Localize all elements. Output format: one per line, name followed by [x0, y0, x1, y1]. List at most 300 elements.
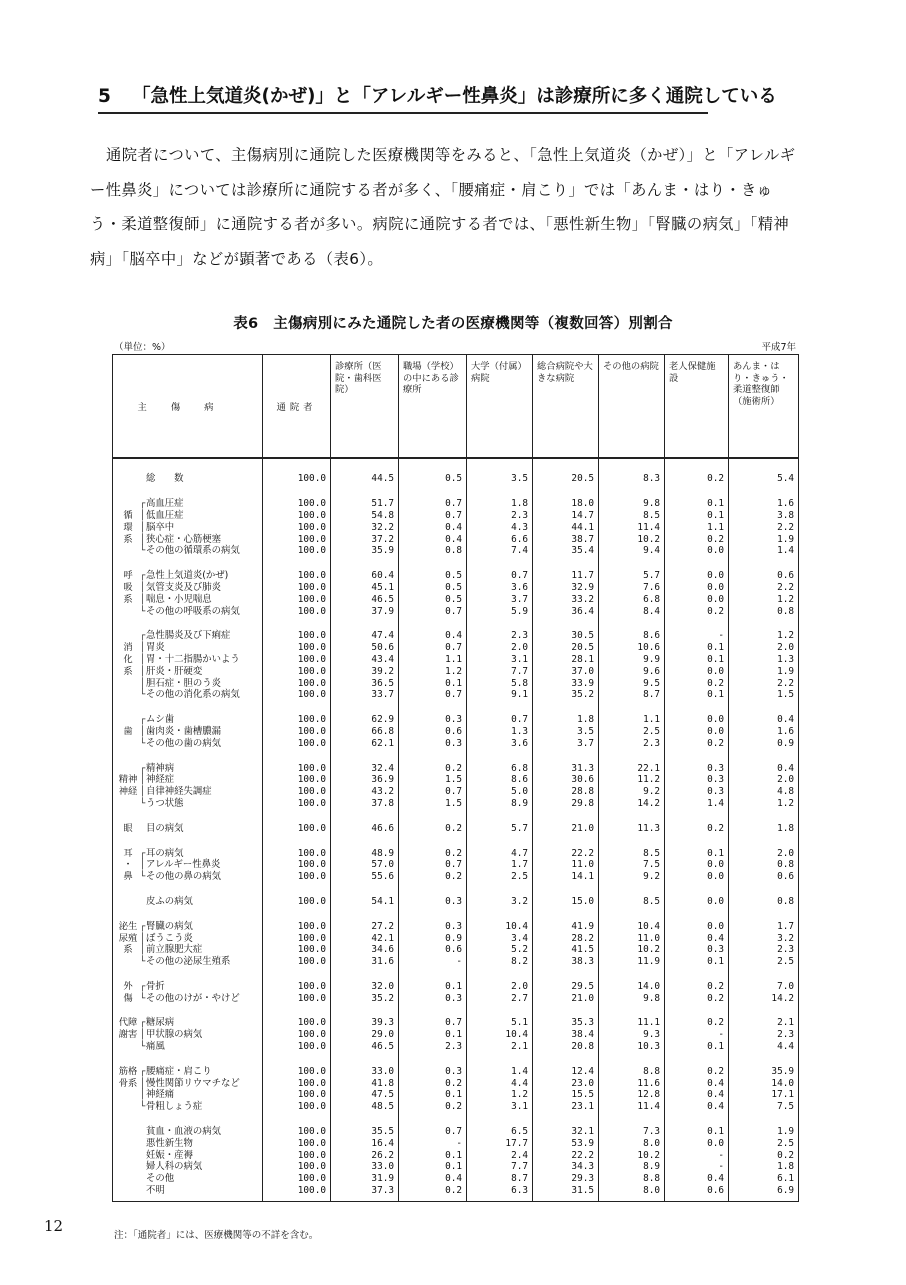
- row-label-cell: [113, 582, 263, 594]
- row-label: 神経症: [146, 774, 175, 786]
- row-label: 骨粗しょう症: [146, 1101, 203, 1113]
- row-label-cell: [113, 1137, 263, 1149]
- value-cell: 8.7: [467, 1173, 533, 1185]
- row-label-cell: [113, 992, 263, 1004]
- row-label: その他の呼吸系の病気: [146, 605, 240, 617]
- value-cell: 100.0: [263, 871, 331, 883]
- spacer-cell: [331, 968, 399, 981]
- value-cell: 39.2: [331, 665, 399, 677]
- value-cell: 0.1: [665, 1126, 729, 1138]
- row-label-cell: [113, 677, 263, 689]
- value-cell: 100.0: [263, 1185, 331, 1202]
- value-cell: 17.1: [729, 1089, 799, 1101]
- value-cell: 2.0: [467, 981, 533, 993]
- value-cell: 0.4: [399, 521, 467, 533]
- value-cell: 10.2: [599, 533, 665, 545]
- value-cell: 11.9: [599, 956, 665, 968]
- value-cell: 42.1: [331, 932, 399, 944]
- value-cell: 0.6: [729, 871, 799, 883]
- value-cell: 14.2: [729, 992, 799, 1004]
- row-group-label: 骨系: [118, 1077, 138, 1089]
- spacer-cell: [665, 883, 729, 896]
- value-cell: 8.8: [599, 1173, 665, 1185]
- value-cell: 0.1: [665, 1041, 729, 1053]
- value-cell: 32.1: [533, 1126, 599, 1138]
- value-cell: 45.1: [331, 582, 399, 594]
- table-row: [113, 1161, 799, 1173]
- value-cell: 0.4: [665, 932, 729, 944]
- spacer-cell: [467, 1004, 533, 1017]
- value-cell: 48.5: [331, 1101, 399, 1113]
- spacer-cell: [599, 883, 665, 896]
- value-cell: 0.9: [729, 737, 799, 749]
- value-cell: 2.5: [729, 956, 799, 968]
- value-cell: -: [399, 956, 467, 968]
- spacer-cell: [533, 907, 599, 920]
- table-row: [113, 1137, 799, 1149]
- row-label-cell: [113, 920, 263, 932]
- value-cell: 0.5: [399, 582, 467, 594]
- row-label: 急性上気道炎(かぜ): [146, 570, 229, 582]
- spacer-cell: [263, 557, 331, 570]
- spacer-cell: [331, 485, 399, 498]
- value-cell: 2.3: [729, 944, 799, 956]
- table-row: [113, 774, 799, 786]
- spacer-cell: [665, 701, 729, 714]
- value-cell: 2.4: [467, 1149, 533, 1161]
- row-group-label: 眼: [123, 822, 133, 834]
- table-row: [113, 1173, 799, 1185]
- row-group-label: 神経: [118, 786, 138, 798]
- table-row: [113, 665, 799, 677]
- value-cell: 0.4: [665, 1101, 729, 1113]
- value-cell: 2.2: [729, 677, 799, 689]
- spacer-cell: [331, 749, 399, 762]
- spacer-cell: [467, 557, 533, 570]
- value-cell: 2.3: [729, 1029, 799, 1041]
- value-cell: 0.1: [665, 956, 729, 968]
- bracket-glyph: │: [139, 774, 146, 786]
- value-cell: 39.3: [331, 1017, 399, 1029]
- row-label: 胆石症・胆のう炎: [146, 677, 222, 689]
- value-cell: 1.4: [665, 798, 729, 810]
- spacer-row: [113, 701, 799, 714]
- value-cell: 0.1: [399, 1029, 467, 1041]
- value-cell: 33.7: [331, 689, 399, 701]
- value-cell: 11.4: [599, 521, 665, 533]
- spacer-cell: [729, 809, 799, 822]
- value-cell: 8.5: [599, 510, 665, 522]
- row-label: 狭心症・心筋梗塞: [146, 533, 222, 545]
- table-body: [113, 458, 799, 1201]
- value-cell: 1.8: [729, 1161, 799, 1173]
- value-cell: 100.0: [263, 859, 331, 871]
- value-cell: 2.3: [599, 737, 665, 749]
- value-cell: 100.0: [263, 1089, 331, 1101]
- value-cell: 4.7: [467, 847, 533, 859]
- spacer-cell: [533, 749, 599, 762]
- value-cell: 0.0: [665, 871, 729, 883]
- row-group-label: 代障: [118, 1017, 138, 1029]
- value-cell: 0.2: [665, 1017, 729, 1029]
- spacer-cell: [533, 834, 599, 847]
- row-label: 総 数: [146, 473, 184, 485]
- row-label-cell: [113, 859, 263, 871]
- value-cell: 36.4: [533, 605, 599, 617]
- row-label: その他の泌尿生殖系: [146, 956, 231, 968]
- value-cell: 36.5: [331, 677, 399, 689]
- value-cell: 100.0: [263, 630, 331, 642]
- row-label-cell: [113, 654, 263, 666]
- spacer-cell: [263, 749, 331, 762]
- row-label: 糖尿病: [146, 1017, 175, 1029]
- value-cell: 8.6: [467, 774, 533, 786]
- row-group-label: 呼: [123, 570, 133, 582]
- spacer-cell: [263, 617, 331, 630]
- spacer-cell: [467, 907, 533, 920]
- value-cell: 100.0: [263, 570, 331, 582]
- value-cell: 60.4: [331, 570, 399, 582]
- spacer-cell: [331, 883, 399, 896]
- bracket-glyph: └: [139, 992, 146, 1004]
- value-cell: -: [399, 1137, 467, 1149]
- spacer-cell: [467, 834, 533, 847]
- row-label: 腰痛症・肩こり: [146, 1065, 212, 1077]
- value-cell: 30.5: [533, 630, 599, 642]
- value-cell: 28.8: [533, 786, 599, 798]
- value-cell: 38.4: [533, 1029, 599, 1041]
- bracket-glyph: └: [139, 797, 146, 809]
- value-cell: 0.1: [399, 981, 467, 993]
- value-cell: 8.3: [599, 458, 665, 485]
- value-cell: 9.5: [599, 677, 665, 689]
- value-cell: 66.8: [331, 726, 399, 738]
- value-cell: 1.2: [467, 1089, 533, 1101]
- table-row: [113, 1029, 799, 1041]
- value-cell: 100.0: [263, 798, 331, 810]
- value-cell: 0.2: [399, 1185, 467, 1202]
- value-cell: 0.7: [399, 786, 467, 798]
- value-cell: 1.3: [729, 654, 799, 666]
- value-cell: 0.0: [665, 593, 729, 605]
- spacer-cell: [665, 557, 729, 570]
- table-row: [113, 582, 799, 594]
- value-cell: 0.3: [399, 920, 467, 932]
- value-cell: 21.0: [533, 992, 599, 1004]
- value-cell: 0.2: [729, 1149, 799, 1161]
- spacer-cell: [467, 1113, 533, 1126]
- spacer-cell: [729, 907, 799, 920]
- spacer-cell: [665, 749, 729, 762]
- row-group-label: 循: [123, 509, 133, 521]
- spacer-cell: [599, 907, 665, 920]
- value-cell: 0.7: [399, 1126, 467, 1138]
- value-cell: 100.0: [263, 786, 331, 798]
- value-cell: 100.0: [263, 677, 331, 689]
- row-label-cell: [113, 545, 263, 557]
- bracket-glyph: │: [139, 642, 146, 654]
- spacer-cell: [113, 749, 263, 762]
- value-cell: 53.9: [533, 1137, 599, 1149]
- spacer-row: [113, 883, 799, 896]
- spacer-cell: [533, 557, 599, 570]
- value-cell: 100.0: [263, 545, 331, 557]
- spacer-cell: [665, 809, 729, 822]
- value-cell: 35.3: [533, 1017, 599, 1029]
- value-cell: 100.0: [263, 1101, 331, 1113]
- spacer-cell: [263, 701, 331, 714]
- value-cell: 0.0: [665, 1137, 729, 1149]
- spacer-cell: [113, 883, 263, 896]
- value-cell: 100.0: [263, 762, 331, 774]
- row-label-cell: [113, 605, 263, 617]
- spacer-cell: [665, 968, 729, 981]
- bracket-glyph: ┌: [139, 920, 146, 932]
- spacer-cell: [467, 809, 533, 822]
- value-cell: 1.5: [399, 774, 467, 786]
- value-cell: 23.0: [533, 1077, 599, 1089]
- spacer-cell: [729, 485, 799, 498]
- row-label: ぼうこう炎: [146, 932, 193, 944]
- spacer-cell: [331, 701, 399, 714]
- value-cell: 7.6: [599, 582, 665, 594]
- value-cell: 47.5: [331, 1089, 399, 1101]
- spacer-cell: [399, 701, 467, 714]
- table-row: [113, 1185, 799, 1202]
- spacer-row: [113, 749, 799, 762]
- spacer-cell: [467, 968, 533, 981]
- row-label-cell: [113, 1126, 263, 1138]
- value-cell: 2.0: [729, 642, 799, 654]
- value-cell: 14.0: [729, 1077, 799, 1089]
- value-cell: 0.0: [665, 582, 729, 594]
- bracket-glyph: │: [139, 859, 146, 871]
- col-header: 大学（付属）病院: [467, 355, 533, 459]
- value-cell: 6.5: [467, 1126, 533, 1138]
- value-cell: 51.7: [331, 498, 399, 510]
- value-cell: 32.0: [331, 981, 399, 993]
- value-cell: 28.1: [533, 654, 599, 666]
- row-label-cell: [113, 498, 263, 510]
- spacer-cell: [331, 809, 399, 822]
- value-cell: 1.2: [729, 798, 799, 810]
- value-cell: 27.2: [331, 920, 399, 932]
- value-cell: 54.1: [331, 896, 399, 908]
- value-cell: 0.3: [399, 896, 467, 908]
- value-cell: 0.2: [399, 871, 467, 883]
- col-header: 診療所（医院・歯科医院）: [331, 355, 399, 459]
- value-cell: 1.2: [399, 665, 467, 677]
- value-cell: 0.1: [399, 1149, 467, 1161]
- table-row: [113, 521, 799, 533]
- value-cell: -: [665, 1029, 729, 1041]
- table-row: [113, 593, 799, 605]
- value-cell: 3.6: [467, 737, 533, 749]
- value-cell: 100.0: [263, 992, 331, 1004]
- bracket-glyph: ┌: [139, 1017, 146, 1029]
- bracket-glyph: └: [139, 737, 146, 749]
- spacer-cell: [729, 749, 799, 762]
- value-cell: 9.4: [599, 545, 665, 557]
- spacer-cell: [399, 1113, 467, 1126]
- value-cell: 14.2: [599, 798, 665, 810]
- value-cell: 7.7: [467, 1161, 533, 1173]
- row-label: 前立腺肥大症: [146, 944, 203, 956]
- row-label: 自律神経失調症: [146, 786, 212, 798]
- row-group-label: 鼻: [123, 871, 133, 883]
- value-cell: 4.3: [467, 521, 533, 533]
- value-cell: -: [665, 1149, 729, 1161]
- spacer-cell: [467, 749, 533, 762]
- row-label-cell: [113, 737, 263, 749]
- value-cell: 21.0: [533, 822, 599, 834]
- value-cell: 48.9: [331, 847, 399, 859]
- value-cell: 23.1: [533, 1101, 599, 1113]
- spacer-cell: [533, 883, 599, 896]
- row-label-cell: [113, 956, 263, 968]
- value-cell: 29.5: [533, 981, 599, 993]
- table-row: [113, 737, 799, 749]
- spacer-row: [113, 617, 799, 630]
- value-cell: 29.0: [331, 1029, 399, 1041]
- spacer-cell: [665, 617, 729, 630]
- table-row: [113, 981, 799, 993]
- row-label: その他のけが・やけど: [146, 992, 240, 1004]
- value-cell: 0.3: [399, 992, 467, 1004]
- row-label: うつ状態: [146, 797, 184, 809]
- value-cell: 8.5: [599, 896, 665, 908]
- spacer-cell: [599, 834, 665, 847]
- value-cell: 7.4: [467, 545, 533, 557]
- bracket-glyph: │: [139, 509, 146, 521]
- value-cell: 10.4: [467, 920, 533, 932]
- value-cell: 1.9: [729, 1126, 799, 1138]
- spacer-cell: [599, 1004, 665, 1017]
- value-cell: 6.8: [467, 762, 533, 774]
- row-group-label: 傷: [123, 992, 133, 1004]
- bracket-glyph: │: [139, 944, 146, 956]
- value-cell: 11.3: [599, 822, 665, 834]
- bracket-glyph: ┌: [139, 762, 146, 774]
- bracket-glyph: │: [139, 725, 146, 737]
- table-row: [113, 1017, 799, 1029]
- row-group-label: 系: [123, 944, 133, 956]
- spacer-cell: [599, 749, 665, 762]
- value-cell: 0.7: [399, 498, 467, 510]
- value-cell: 1.1: [665, 521, 729, 533]
- value-cell: 0.4: [665, 1089, 729, 1101]
- row-group-label: 化: [123, 653, 133, 665]
- value-cell: 0.2: [399, 762, 467, 774]
- row-label: 肝炎・肝硬変: [146, 665, 203, 677]
- row-label: アレルギー性鼻炎: [146, 859, 221, 871]
- value-cell: 11.1: [599, 1017, 665, 1029]
- value-cell: 100.0: [263, 726, 331, 738]
- row-label-cell: [113, 932, 263, 944]
- spacer-cell: [263, 907, 331, 920]
- table-row: [113, 533, 799, 545]
- row-label-cell: [113, 689, 263, 701]
- spacer-cell: [599, 809, 665, 822]
- value-cell: 100.0: [263, 1137, 331, 1149]
- spacer-cell: [113, 485, 263, 498]
- value-cell: 17.7: [467, 1137, 533, 1149]
- value-cell: 0.2: [399, 1101, 467, 1113]
- value-cell: 0.1: [665, 642, 729, 654]
- table-row: [113, 992, 799, 1004]
- value-cell: 46.5: [331, 1041, 399, 1053]
- value-cell: 2.5: [467, 871, 533, 883]
- value-cell: 4.8: [729, 786, 799, 798]
- value-cell: 43.2: [331, 786, 399, 798]
- value-cell: 57.0: [331, 859, 399, 871]
- row-label: 胃炎: [146, 642, 165, 654]
- value-cell: 11.4: [599, 1101, 665, 1113]
- value-cell: 16.4: [331, 1137, 399, 1149]
- value-cell: 9.2: [599, 871, 665, 883]
- spacer-cell: [331, 557, 399, 570]
- value-cell: 7.3: [599, 1126, 665, 1138]
- row-label: 痛風: [146, 1041, 165, 1053]
- value-cell: 1.5: [729, 689, 799, 701]
- spacer-cell: [729, 1113, 799, 1126]
- col-header: 職場（学校）の中にある診療所: [399, 355, 467, 459]
- value-cell: 29.3: [533, 1173, 599, 1185]
- value-cell: 0.8: [399, 545, 467, 557]
- value-cell: 41.8: [331, 1077, 399, 1089]
- value-cell: 9.2: [599, 786, 665, 798]
- value-cell: 0.0: [665, 896, 729, 908]
- value-cell: 0.2: [665, 737, 729, 749]
- bracket-glyph: └: [139, 1101, 146, 1113]
- value-cell: 35.2: [533, 689, 599, 701]
- bracket-glyph: │: [139, 1089, 146, 1101]
- value-cell: 0.3: [665, 774, 729, 786]
- value-cell: 100.0: [263, 774, 331, 786]
- value-cell: -: [665, 1161, 729, 1173]
- value-cell: 100.0: [263, 582, 331, 594]
- page-number: 12: [44, 1217, 64, 1235]
- value-cell: 0.9: [399, 932, 467, 944]
- value-cell: 33.9: [533, 677, 599, 689]
- table-row: [113, 630, 799, 642]
- value-cell: 0.7: [399, 689, 467, 701]
- table-row: [113, 932, 799, 944]
- table-row: [113, 859, 799, 871]
- row-label: その他の歯の病気: [146, 737, 222, 749]
- value-cell: 22.2: [533, 1149, 599, 1161]
- value-cell: 0.2: [665, 533, 729, 545]
- col-header: 主傷病: [113, 355, 263, 459]
- row-label-cell: [113, 798, 263, 810]
- value-cell: 0.7: [399, 510, 467, 522]
- spacer-cell: [599, 701, 665, 714]
- table-row: [113, 1149, 799, 1161]
- value-cell: 3.4: [467, 932, 533, 944]
- spacer-cell: [533, 701, 599, 714]
- spacer-cell: [729, 1004, 799, 1017]
- value-cell: 34.3: [533, 1161, 599, 1173]
- spacer-cell: [113, 557, 263, 570]
- spacer-cell: [599, 485, 665, 498]
- row-label-cell: [113, 774, 263, 786]
- table-header-row: [113, 355, 799, 459]
- value-cell: 43.4: [331, 654, 399, 666]
- spacer-cell: [467, 485, 533, 498]
- table-caption: 表6 主傷病別にみた通院した者の医療機関等（複数回答）別割合: [233, 316, 673, 332]
- value-cell: 0.4: [665, 1173, 729, 1185]
- spacer-cell: [399, 907, 467, 920]
